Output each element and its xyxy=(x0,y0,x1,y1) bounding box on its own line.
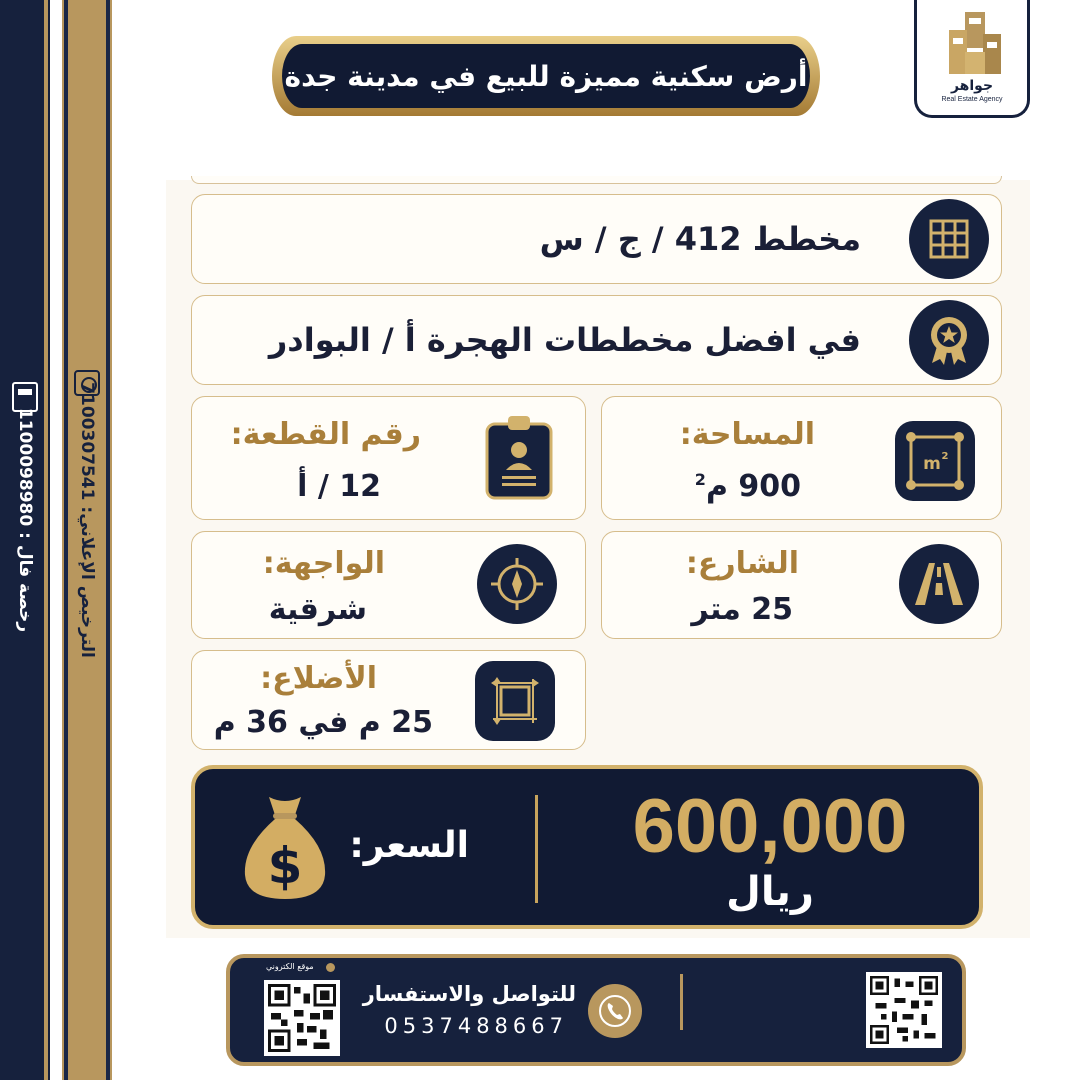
plot-value: 12 / أ xyxy=(297,469,381,504)
facing-cell xyxy=(191,531,586,639)
fal-license-text: رخصة فال : 1100098980 xyxy=(15,407,35,633)
page-title: أرض سكنية مميزة للبيع في مدينة جدة xyxy=(284,59,808,93)
sides-value: 25 م في 36 م xyxy=(213,705,433,740)
website-label: موقع الكتروني xyxy=(266,962,314,971)
license-qr-code-icon[interactable] xyxy=(866,972,942,1048)
plot-cell xyxy=(191,396,586,520)
area-number: 900 م xyxy=(705,469,801,504)
left-navy-strip-border xyxy=(44,0,48,1080)
contact-label: للتواصل والاستفسار xyxy=(362,982,576,1006)
left-gold-strip-border-right xyxy=(106,0,110,1080)
phone-icon[interactable] xyxy=(588,984,642,1038)
logo-name: جواهر xyxy=(950,78,994,94)
plan-row xyxy=(191,194,1002,284)
contact-phone[interactable]: 0537488667 xyxy=(384,1014,568,1038)
ad-license-text: الترخيص الإعلاني: 7100307541 xyxy=(77,382,97,658)
road-icon xyxy=(899,544,979,624)
area-value xyxy=(695,469,801,504)
panel-top-edge xyxy=(191,176,1002,184)
facing-label: الواجهة: xyxy=(262,546,385,581)
sides-label: الأضلاع: xyxy=(260,661,377,696)
brand-logo xyxy=(914,0,1030,118)
street-cell xyxy=(601,531,1002,639)
location-text: في افضل مخططات الهجرة أ / البوادر xyxy=(268,321,861,359)
price-currency: ريال xyxy=(726,869,814,915)
logo-subtitle: Real Estate Agency xyxy=(941,96,1003,103)
logo-building-icon xyxy=(947,8,1003,80)
plan-text: مخطط 412 / ج / س xyxy=(539,220,861,258)
grid-plan-icon xyxy=(909,199,989,279)
award-badge-icon xyxy=(909,300,989,380)
money-bag-icon xyxy=(239,791,331,901)
plot-label: رقم القطعة: xyxy=(230,417,421,452)
price-label: السعر: xyxy=(349,825,469,866)
svg-text:m: m xyxy=(923,454,941,474)
area-unit-superscript: 2 xyxy=(694,470,706,489)
compass-icon xyxy=(477,544,557,624)
website-qr-code-icon[interactable] xyxy=(264,980,340,1056)
area-label: المساحة: xyxy=(679,417,815,452)
price-divider xyxy=(535,795,538,903)
title-banner xyxy=(272,36,820,116)
area-m2-icon xyxy=(895,421,975,501)
id-card-icon xyxy=(479,417,559,497)
footer-divider xyxy=(680,974,683,1030)
price-amount: 600,000 xyxy=(632,784,908,869)
sides-cell xyxy=(191,650,586,750)
title-banner-body xyxy=(282,44,810,108)
svg-text:$: $ xyxy=(267,837,303,895)
price-bar xyxy=(191,765,983,929)
street-label: الشارع: xyxy=(685,546,799,581)
contact-footer xyxy=(226,954,966,1066)
dimensions-icon xyxy=(475,661,555,741)
street-value: 25 متر xyxy=(691,592,793,627)
left-gold-strip-border xyxy=(64,0,68,1080)
area-cell xyxy=(601,396,1002,520)
svg-text:2: 2 xyxy=(941,451,949,462)
facing-value: شرقية xyxy=(268,592,367,627)
website-globe-icon xyxy=(326,963,335,972)
location-row xyxy=(191,295,1002,385)
